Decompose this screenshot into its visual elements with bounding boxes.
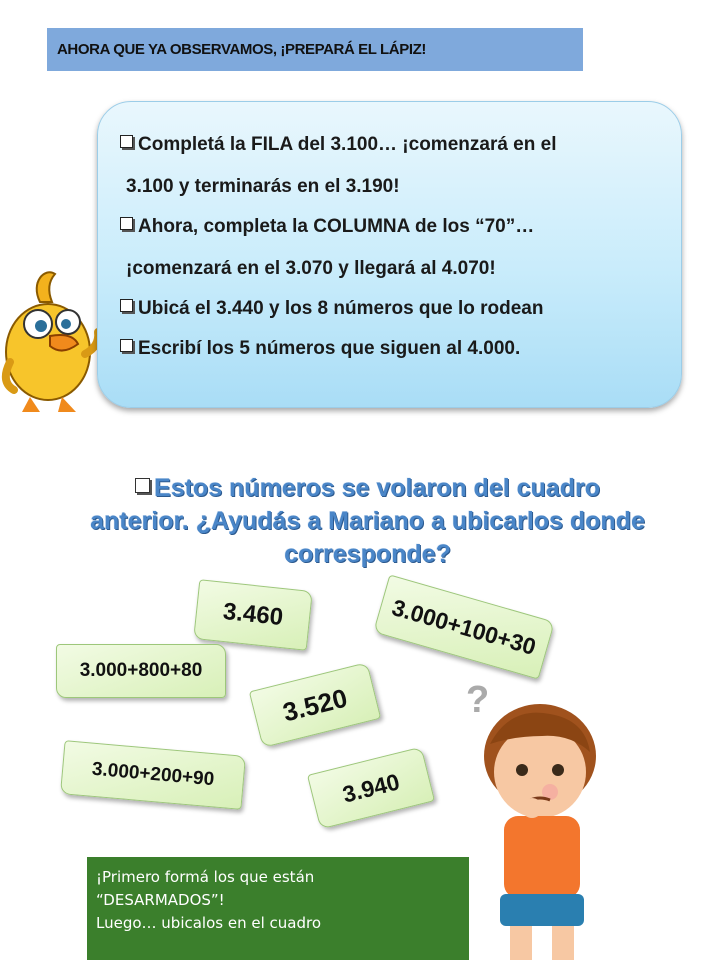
task-3-line1: Ubicá el 3.440 y los 8 números que lo rodean — [138, 298, 544, 319]
checkbox-bullet-icon — [120, 339, 133, 352]
header-title: AHORA QUE YA OBSERVAMOS, ¡PREPARÁ EL LÁPIZ! — [57, 41, 426, 58]
task-4-line1: Escribí los 5 números que siguen al 4.000. — [138, 338, 521, 359]
tip-box — [87, 857, 469, 960]
task-1-line1: Completá la FILA del 3.100… ¡comenzará en el — [138, 134, 557, 155]
question-line3: corresponde? — [284, 540, 451, 568]
header-bar — [47, 28, 583, 71]
tip-line2: “DESARMADOS”! — [96, 891, 225, 909]
checkbox-bullet-icon — [135, 478, 150, 493]
thinking-boy-icon — [460, 676, 610, 960]
task-2-line1: Ahora, completa la COLUMNA de los “70”… — [138, 216, 535, 237]
checkbox-bullet-icon — [120, 135, 133, 148]
question-line2: anterior. ¿Ayudás a Mariano a ubicarlos donde — [90, 507, 645, 535]
task-3 — [120, 295, 660, 323]
task-4 — [120, 335, 660, 363]
task-2 — [120, 213, 660, 241]
task-1 — [120, 131, 660, 159]
tasks-box — [97, 101, 682, 408]
number-card[interactable]: 3.940 — [307, 747, 435, 830]
number-card[interactable]: 3.000+800+80 — [56, 644, 226, 698]
checkbox-bullet-icon — [120, 217, 133, 230]
tip-line1: ¡Primero formá los que están — [96, 868, 315, 886]
number-card[interactable]: 3.520 — [249, 662, 381, 748]
number-card[interactable]: 3.000+200+90 — [60, 740, 246, 810]
question-text — [60, 472, 675, 571]
number-card[interactable]: 3.460 — [193, 579, 313, 651]
tip-line3: Luego… ubicalos en el cuadro — [96, 914, 322, 932]
question-line1-text: Estos números se volaron del cuadro — [154, 474, 600, 502]
task-1-cont — [126, 173, 666, 201]
task-2-cont — [126, 255, 666, 283]
chick-mascot-icon — [0, 262, 112, 422]
question-line1 — [60, 472, 675, 505]
checkbox-bullet-icon — [120, 299, 133, 312]
task-2-line2: ¡comenzará en el 3.070 y llegará al 4.070! — [126, 258, 496, 279]
task-1-line2: 3.100 y terminarás en el 3.190! — [126, 176, 400, 197]
number-card[interactable]: 3.000+100+30 — [373, 574, 555, 679]
svg-text:?: ? — [466, 679, 490, 721]
